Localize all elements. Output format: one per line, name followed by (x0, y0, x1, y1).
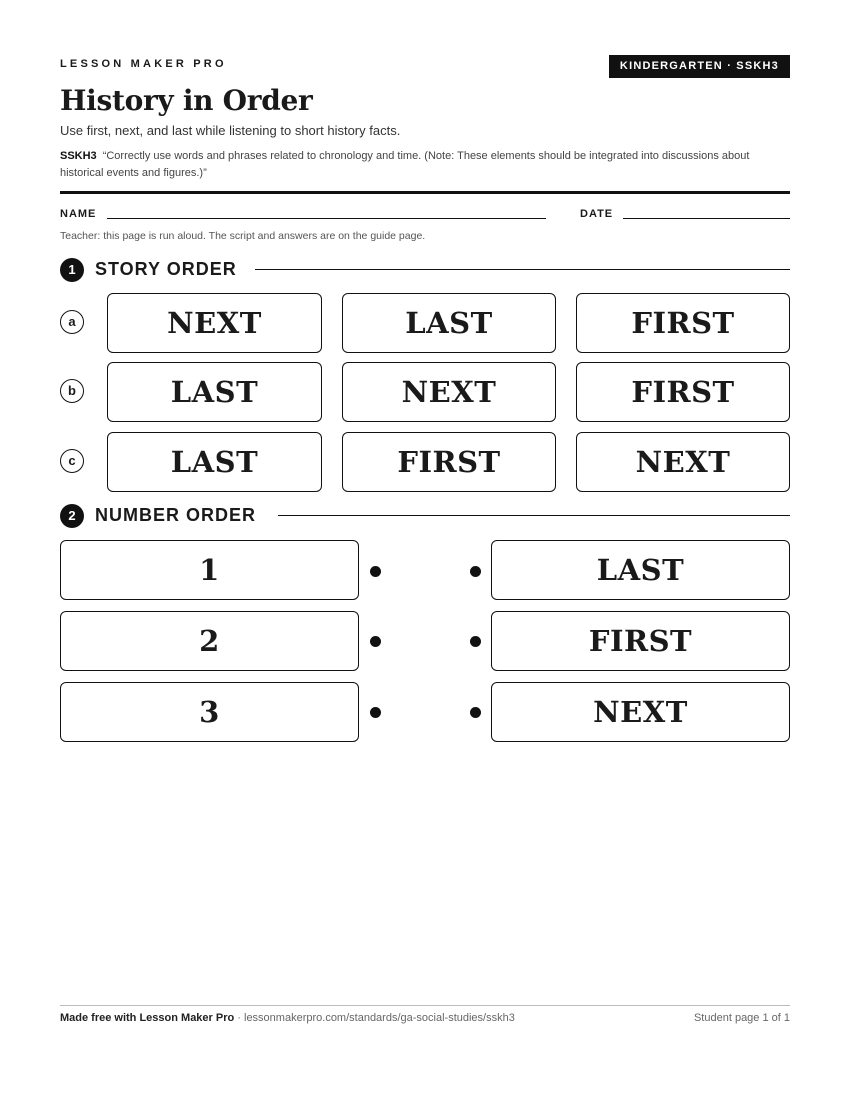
name-field[interactable] (107, 218, 546, 219)
number-card[interactable]: 2 (60, 611, 359, 671)
match-dot-right[interactable] (470, 636, 481, 647)
match-dot-left[interactable] (370, 566, 381, 577)
footer-separator: · (234, 1012, 244, 1024)
standard-description (60, 148, 790, 182)
footer-made-with: Made free with Lesson Maker Pro (60, 1012, 235, 1024)
row-letter-b: b (60, 379, 84, 403)
page-subtitle: Use first, next, and last while listening to short history facts. (60, 123, 401, 138)
footer-page-number: Student page 1 of 1 (693, 1012, 790, 1024)
word-card[interactable]: LAST (107, 362, 322, 422)
number-card[interactable]: 3 (60, 682, 359, 742)
word-card[interactable]: LAST (491, 540, 790, 600)
grade-badge: KINDERGARTEN · SSKH3 (609, 55, 790, 78)
word-card[interactable]: NEXT (491, 682, 790, 742)
word-card[interactable]: LAST (107, 432, 322, 492)
teacher-note: Teacher: this page is run aloud. The script and answers are on the guide page. (60, 230, 426, 242)
row-letter-c: c (60, 449, 84, 473)
word-card[interactable]: NEXT (342, 362, 556, 422)
date-field[interactable] (623, 218, 790, 219)
section-title: STORY ORDER (95, 259, 247, 280)
word-card[interactable]: FIRST (342, 432, 556, 492)
page-title: History in Order (60, 84, 313, 117)
match-dot-left[interactable] (370, 707, 381, 718)
section-number-badge: 1 (60, 258, 84, 282)
word-card[interactable]: LAST (342, 293, 556, 353)
match-dot-right[interactable] (470, 707, 481, 718)
section-story-order-heading (60, 258, 790, 282)
row-letter-a: a (60, 310, 84, 334)
word-card[interactable]: FIRST (576, 293, 790, 353)
name-label: NAME (60, 208, 97, 220)
standard-code: SSKH3 (60, 150, 97, 162)
word-card[interactable]: NEXT (107, 293, 322, 353)
footer-credit (60, 1012, 515, 1024)
section-title: NUMBER ORDER (95, 505, 266, 526)
footer-divider (60, 1005, 790, 1006)
brand-name: LESSON MAKER PRO (60, 58, 227, 70)
word-card[interactable]: FIRST (576, 362, 790, 422)
date-label: DATE (580, 208, 614, 220)
standard-text: “Correctly use words and phrases related to chronology and time. (Note: These elements should be integrated into discussions about historical events and figures.)” (60, 150, 750, 179)
worksheet-page (60, 0, 790, 1100)
section-divider (278, 515, 790, 516)
header-divider (60, 191, 790, 194)
footer-url-link[interactable]: lessonmakerpro.com/standards/ga-social-studies/sskh3 (244, 1012, 515, 1024)
section-number-badge: 2 (60, 504, 84, 528)
section-divider (255, 269, 790, 270)
word-card[interactable]: FIRST (491, 611, 790, 671)
match-dot-right[interactable] (470, 566, 481, 577)
section-number-order-heading (60, 504, 790, 528)
word-card[interactable]: NEXT (576, 432, 790, 492)
number-card[interactable]: 1 (60, 540, 359, 600)
match-dot-left[interactable] (370, 636, 381, 647)
